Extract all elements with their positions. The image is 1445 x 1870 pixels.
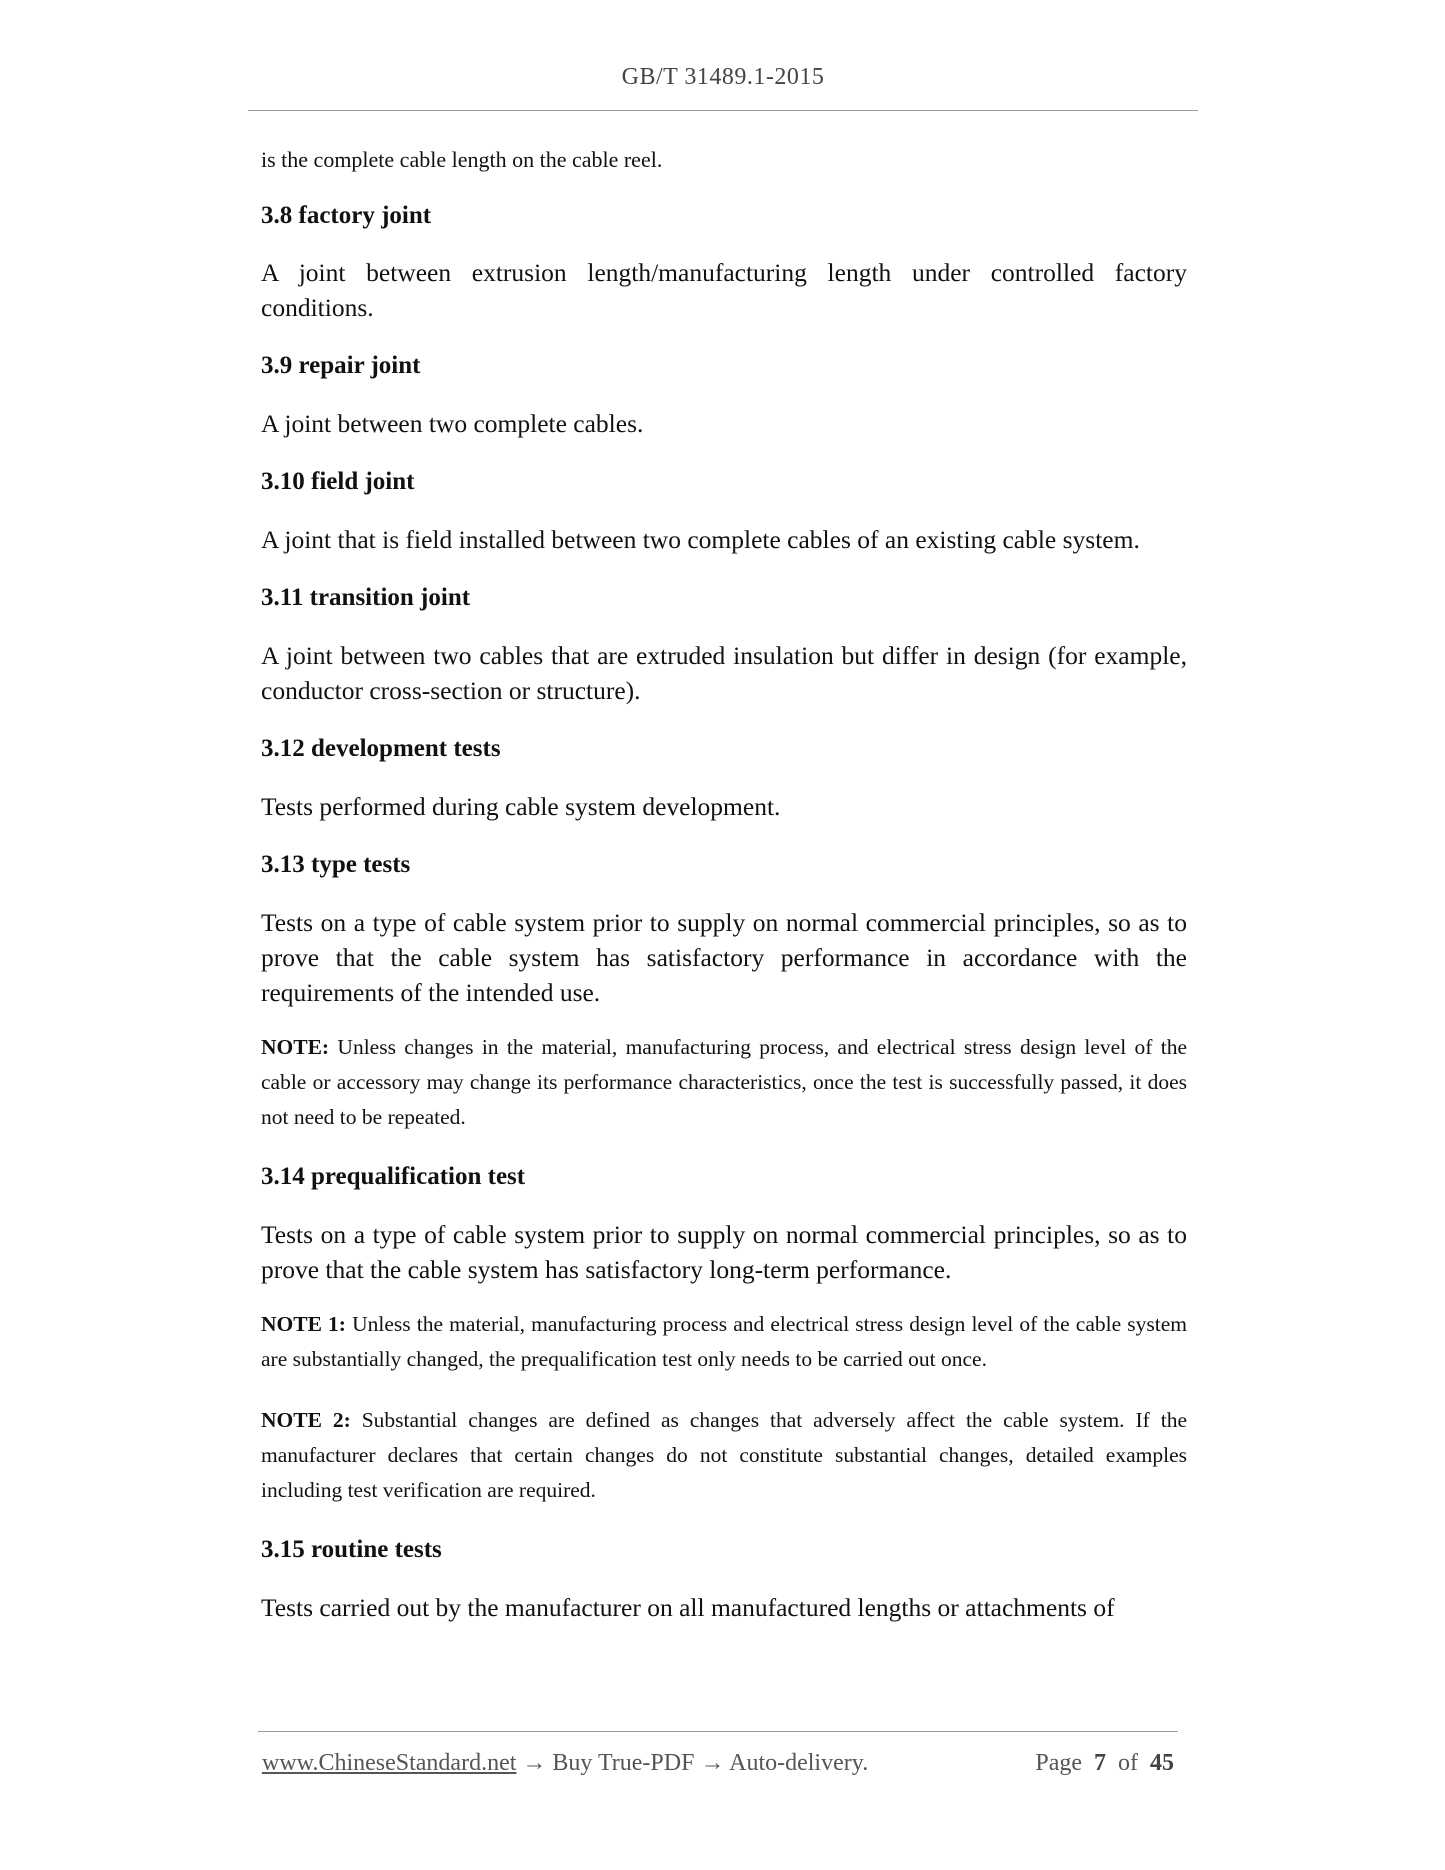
section-heading-3-12: 3.12 development tests xyxy=(261,735,501,762)
section-heading-3-8: 3.8 factory joint xyxy=(261,202,432,229)
footer-promo xyxy=(262,1750,868,1777)
footer-divider xyxy=(258,1731,1178,1732)
page-of: of xyxy=(1118,1750,1138,1776)
note xyxy=(261,1030,1187,1135)
paragraph: Tests carried out by the manufacturer on all manufactured lengths or attachments of xyxy=(261,1593,1115,1622)
header-divider xyxy=(248,110,1198,111)
section-heading-3-14: 3.14 prequalification test xyxy=(261,1163,526,1190)
note-2 xyxy=(261,1403,1187,1508)
website-link[interactable]: www.ChineseStandard.net xyxy=(262,1750,517,1776)
note-label: NOTE 1: xyxy=(261,1312,346,1336)
paragraph: A joint between two cables that are extruded insulation but differ in design (for example, conductor cross-section or structure). xyxy=(261,641,1187,705)
note-text: Unless the material, manufacturing process and electrical stress design level of the cable system are substantially changed, the prequalification test only needs to be carried out once. xyxy=(261,1312,1188,1371)
section-heading-3-13: 3.13 type tests xyxy=(261,851,411,878)
note-text: Unless changes in the material, manufacturing process, and electrical stress design level of the cable or accessory may change its performance characteristics, once the test is successfully passed, it does not need to be repeated. xyxy=(261,1035,1188,1129)
paragraph: Tests on a type of cable system prior to supply on normal commercial principles, so as to prove that the cable system has satisfactory performance in accordance with the requirements of the intended use. xyxy=(261,908,1187,1007)
page-content xyxy=(261,142,1187,1625)
page-current: 7 xyxy=(1094,1750,1106,1776)
note-text: Substantial changes are defined as changes that adversely affect the cable system. If the manufacturer declares that certain changes do not constitute substantial changes, detailed examples including test verification are required. xyxy=(261,1408,1187,1502)
section-heading-3-9: 3.9 repair joint xyxy=(261,352,421,379)
note-1 xyxy=(261,1307,1187,1377)
page-number xyxy=(1035,1750,1174,1777)
paragraph: A joint between two complete cables. xyxy=(261,409,644,438)
note-label: NOTE 2: xyxy=(261,1408,351,1432)
paragraph: A joint between extrusion length/manufacturing length under controlled factory conditions. xyxy=(261,258,1187,322)
paragraph: Tests performed during cable system development. xyxy=(261,792,781,821)
page-total: 45 xyxy=(1150,1750,1174,1776)
page-word: Page xyxy=(1035,1750,1082,1776)
section-heading-3-11: 3.11 transition joint xyxy=(261,584,471,611)
section-heading-3-15: 3.15 routine tests xyxy=(261,1536,442,1563)
paragraph: Tests on a type of cable system prior to supply on normal commercial principles, so as to prove that the cable system has satisfactory long-term performance. xyxy=(261,1220,1187,1284)
page-header: GB/T 31489.1-2015 xyxy=(621,64,825,90)
paragraph: A joint that is field installed between two complete cables of an existing cable system. xyxy=(261,525,1140,554)
section-heading-3-10: 3.10 field joint xyxy=(261,468,415,495)
footer-promo-text: → Buy True-PDF → Auto-delivery. xyxy=(516,1750,869,1776)
note-label: NOTE: xyxy=(261,1035,330,1059)
paragraph: is the complete cable length on the cable reel. xyxy=(261,147,663,172)
